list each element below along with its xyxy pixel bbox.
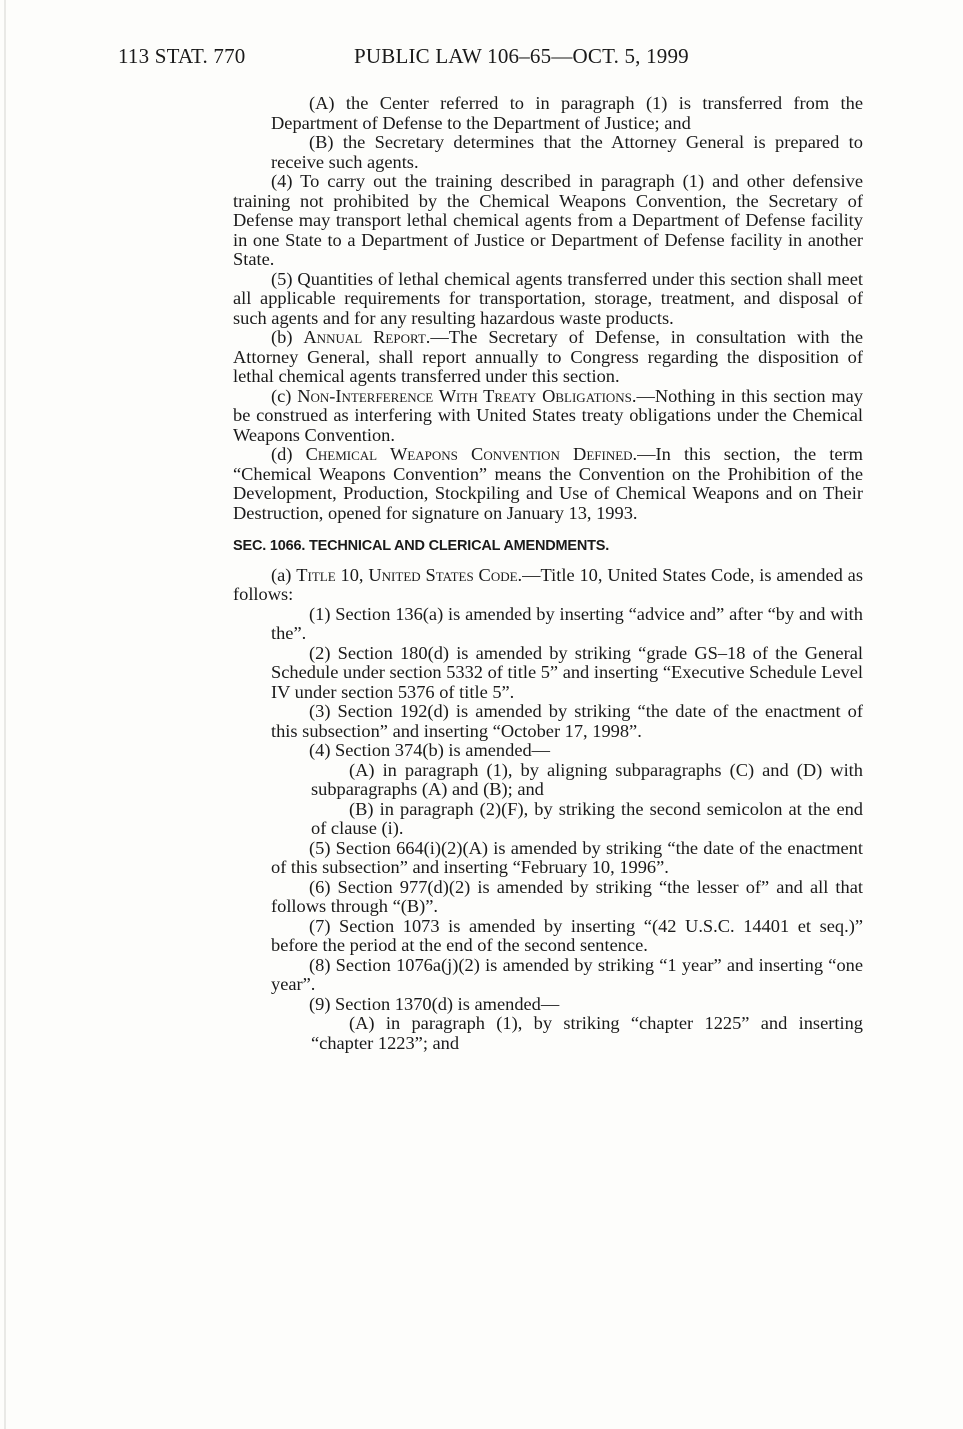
paragraph: (5) Quantities of lethal chemical agents transferred under this section shall meet all applicable requirements for transportation, storage, treatment, and disposal of such agents and for any resulting hazardous waste products. [233, 268, 863, 328]
subsection-heading: Title 10, United States Code. [296, 564, 523, 585]
amendment-subparagraph: (A) in paragraph (1), by aligning subparagraphs (C) and (D) with subparagraphs (A) and (B); and [311, 759, 863, 799]
subsection-b [233, 328, 863, 387]
public-law-citation: PUBLIC LAW 106–65—OCT. 5, 1999 [354, 44, 689, 68]
amendment-paragraph: (4) Section 374(b) is amended— [309, 740, 551, 760]
subsection-text: —Nothing in this section may be construed as interfering with United States treaty obligations under the Chemical Weapons Convention. [233, 385, 863, 445]
paragraph: (B) the Secretary determines that the Attorney General is prepared to receive such agents. [271, 132, 863, 172]
amendment-subparagraph: (A) in paragraph (1), by striking “chapter 1225” and inserting “chapter 1223”; and [311, 1013, 863, 1053]
amendment-paragraph: (6) Section 977(d)(2) is amended by striking “the lesser of” and all that follows through “(B)”. [271, 876, 863, 916]
amendment-paragraph: (8) Section 1076a(j)(2) is amended by striking “1 year” and inserting “one year”. [271, 954, 863, 994]
amendment-paragraph: (7) Section 1073 is amended by inserting “(42 U.S.C. 14401 et seq.)” before the period at the end of the second sentence. [271, 915, 863, 955]
subsection-text: —Title 10, United States Code, is amended as follows: [233, 564, 863, 604]
subsection-prefix: (b) [271, 327, 304, 347]
amendment-paragraph: (9) Section 1370(d) is amended— [309, 993, 560, 1014]
amendment-paragraph: (3) Section 192(d) is amended by striking “the date of the enactment of this subsection” and inserting “October 17, 1998”. [271, 701, 863, 741]
paragraph: (4) To carry out the training described in paragraph (1) and other defensive training not prohibited by the Chemical Weapons Convention, the Secretary of Defense may transport lethal chemical agents from a Department of Defense facility in one State to a Department of Justice or Department of Defense facility in another State. [233, 171, 863, 269]
subsection-text: —The Secretary of Defense, in consultation with the Attorney General, shall report annually to Congress regarding the disposition of lethal chemical agents transferred under this section. [233, 327, 863, 386]
subsection-prefix: (c) [271, 385, 298, 406]
subsection-d [233, 445, 863, 523]
amendment-paragraph: (1) Section 136(a) is amended by inserting “advice and” after “by and with the”. [271, 603, 863, 643]
amendment-subparagraph: (B) in paragraph (2)(F), by striking the second semicolon at the end of clause (i). [311, 798, 863, 838]
amendment-paragraph: (5) Section 664(i)(2)(A) is amended by striking “the date of the enactment of this subsection” and inserting “February 10, 1996”. [271, 837, 863, 877]
paragraph: (A) the Center referred to in paragraph (1) is transferred from the Department of Defense to the Department of Justice; and [271, 93, 863, 133]
subsection-text: —In this section, the term “Chemical Weapons Convention” means the Convention on the Prohibition of the Development, Production, Stockpiling and Use of Chemical Weapons and on Their Destruction, opened for signature on January 13, 1993. [233, 444, 863, 523]
subsection-heading: Chemical Weapons Convention Defined. [305, 444, 638, 464]
document-body [233, 94, 863, 1053]
page-edge [4, 0, 6, 1429]
subsection-prefix: (a) [271, 564, 297, 585]
subsection-c [233, 387, 863, 446]
subsection-heading: Annual Report. [303, 327, 431, 347]
subsection-prefix: (d) [271, 444, 306, 464]
subsection-heading: Non-Interference With Treaty Obligations. [297, 385, 637, 406]
section-heading: SEC. 1066. TECHNICAL AND CLERICAL AMENDMENTS. [233, 538, 610, 554]
statute-page-number: 113 STAT. 770 [118, 44, 246, 68]
subsection-a [233, 566, 863, 605]
amendment-paragraph: (2) Section 180(d) is amended by striking “grade GS–18 of the General Schedule under section 5332 of title 5” and inserting “Executive Schedule Level IV under section 5376 of title 5”. [271, 642, 863, 702]
